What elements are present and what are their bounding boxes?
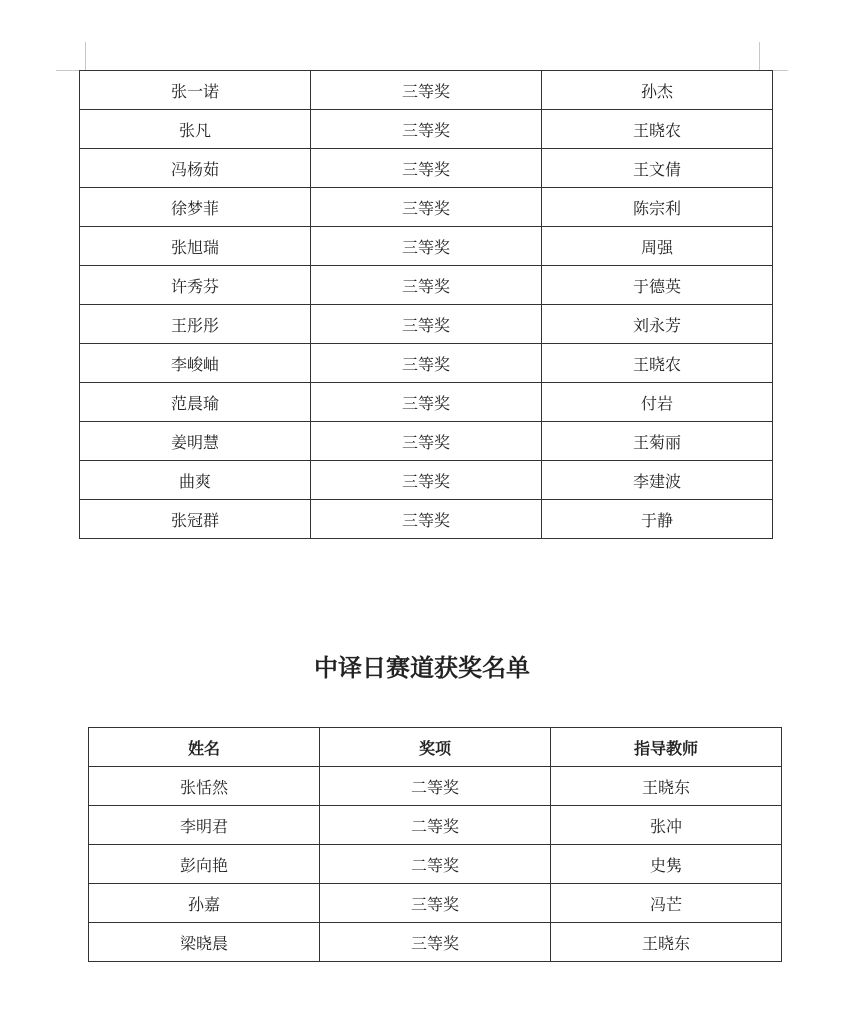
award-cell: 三等奖 [311,266,542,305]
student-name-cell: 李峻岫 [80,344,311,383]
award-cell: 三等奖 [311,149,542,188]
section-title: 中译日赛道获奖名单 [314,653,530,682]
award-cell: 三等奖 [311,383,542,422]
award-cell: 三等奖 [311,344,542,383]
advisor-cell: 陈宗利 [542,188,773,227]
award-cell: 三等奖 [311,188,542,227]
table-header-row [89,728,782,767]
award-cell: 三等奖 [311,500,542,539]
table-row [80,71,773,110]
award-cell: 三等奖 [311,422,542,461]
advisor-cell: 史隽 [551,845,782,884]
margin-mark-top-left-vertical [85,42,86,70]
table-row [80,266,773,305]
award-cell: 三等奖 [311,227,542,266]
table-row [89,923,782,962]
award-cell: 三等奖 [320,884,551,923]
table-row [80,383,773,422]
table-row [89,806,782,845]
table-row [80,305,773,344]
margin-mark-top-right-vertical [759,42,760,70]
advisor-cell: 于德英 [542,266,773,305]
student-name-cell: 姜明慧 [80,422,311,461]
table-row [80,461,773,500]
table-row [80,344,773,383]
table-row [80,188,773,227]
student-name-cell: 冯杨茹 [80,149,311,188]
student-name-cell: 彭向艳 [89,845,320,884]
award-cell: 三等奖 [311,110,542,149]
student-name-cell: 张旭瑞 [80,227,311,266]
table-row [80,500,773,539]
advisor-cell: 王晓农 [542,110,773,149]
column-header-award: 奖项 [320,728,551,767]
award-cell: 二等奖 [320,845,551,884]
advisor-cell: 王晓农 [542,344,773,383]
table-row [80,110,773,149]
student-name-cell: 张凡 [80,110,311,149]
student-name-cell: 张恬然 [89,767,320,806]
award-cell: 三等奖 [311,461,542,500]
table-row [80,149,773,188]
student-name-cell: 张冠群 [80,500,311,539]
student-name-cell: 范晨瑜 [80,383,311,422]
advisor-cell: 李建波 [542,461,773,500]
column-header-advisor: 指导教师 [551,728,782,767]
advisor-cell: 付岩 [542,383,773,422]
advisor-cell: 王晓东 [551,767,782,806]
student-name-cell: 梁晓晨 [89,923,320,962]
student-name-cell: 许秀芬 [80,266,311,305]
table-row [89,845,782,884]
advisor-cell: 冯芒 [551,884,782,923]
student-name-cell: 徐梦菲 [80,188,311,227]
student-name-cell: 王彤彤 [80,305,311,344]
award-table-continued [79,70,773,539]
table-row [89,884,782,923]
award-cell: 三等奖 [320,923,551,962]
award-cell: 二等奖 [320,767,551,806]
award-cell: 三等奖 [311,305,542,344]
advisor-cell: 王菊丽 [542,422,773,461]
student-name-cell: 曲爽 [80,461,311,500]
advisor-cell: 孙杰 [542,71,773,110]
student-name-cell: 孙嘉 [89,884,320,923]
column-header-name: 姓名 [89,728,320,767]
advisor-cell: 王文倩 [542,149,773,188]
table-row [80,422,773,461]
advisor-cell: 张冲 [551,806,782,845]
student-name-cell: 张一诺 [80,71,311,110]
award-cell: 二等奖 [320,806,551,845]
advisor-cell: 刘永芳 [542,305,773,344]
award-table-chinese-to-japanese [88,727,782,962]
student-name-cell: 李明君 [89,806,320,845]
table-row [80,227,773,266]
advisor-cell: 于静 [542,500,773,539]
advisor-cell: 周强 [542,227,773,266]
table-row [89,767,782,806]
award-cell: 三等奖 [311,71,542,110]
advisor-cell: 王晓东 [551,923,782,962]
